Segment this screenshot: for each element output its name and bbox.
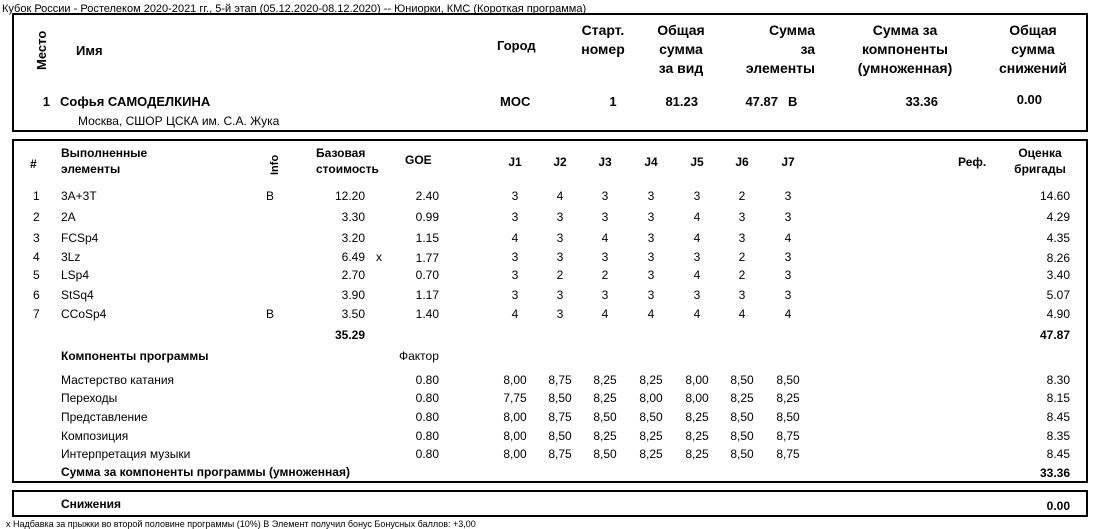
element-row-3-name: FCSp4 (61, 231, 99, 245)
skater-name: Софья САМОДЕЛКИНА (60, 94, 211, 109)
elements-score-label-line3: элементы (745, 60, 815, 76)
component-row-2-j5: 8,00 (685, 391, 709, 405)
deductions-total-label (993, 21, 1073, 78)
skater-start-number: 1 (609, 94, 617, 109)
element-row-3-j6: 3 (738, 231, 746, 245)
element-row-4-j1: 3 (511, 250, 519, 264)
component-row-5-j2: 8,75 (548, 447, 572, 461)
col-panel-header-line1: Оценка (1018, 146, 1062, 160)
element-row-3-j4: 3 (647, 231, 655, 245)
element-row-6-name: StSq4 (61, 288, 94, 302)
component-row-4-name: Композиция (61, 429, 129, 443)
component-row-2-j7: 8,25 (776, 391, 800, 405)
component-row-4-j7: 8,75 (776, 429, 800, 443)
judge-header-j7: J7 (781, 155, 795, 169)
col-base-header-line2: стоимость (316, 162, 379, 176)
element-row-6-score: 5.07 (1046, 288, 1070, 302)
element-row-1-j1: 3 (511, 189, 519, 203)
component-row-1-score: 8.30 (1046, 373, 1070, 387)
element-row-5-goe: 0.70 (415, 268, 439, 282)
judge-header-j3: J3 (598, 155, 612, 169)
deductions-total-label-line2: сумма (1011, 41, 1055, 57)
element-row-7-j4: 4 (647, 307, 655, 321)
element-row-4-mark: x (376, 250, 382, 264)
col-base-header-line1: Базовая (316, 146, 366, 160)
element-row-7-j5: 4 (693, 307, 701, 321)
element-row-1-j2: 4 (556, 189, 564, 203)
judge-header-j2: J2 (553, 155, 567, 169)
element-row-1-info: В (266, 189, 275, 203)
element-row-2-j6: 3 (738, 210, 746, 224)
col-elements-header-line1: Выполненные (61, 146, 148, 160)
element-row-1-j4: 3 (647, 189, 655, 203)
component-row-2-name: Переходы (61, 391, 118, 405)
component-row-4-factor: 0.80 (415, 429, 439, 443)
element-row-3-base: 3.20 (341, 231, 365, 245)
judge-header-j6: J6 (735, 155, 749, 169)
component-row-3-j4: 8,50 (639, 410, 663, 424)
element-row-4-base: 6.49 (341, 250, 365, 264)
component-row-2-j1: 7,75 (503, 391, 527, 405)
skater-rank: 1 (42, 94, 50, 109)
col-elements-header-line2: элементы (61, 162, 121, 176)
factor-header: Фактор (399, 349, 439, 363)
total-score-label-line1: Общая (657, 22, 705, 38)
component-row-1-j5: 8,00 (685, 373, 709, 387)
components-title: Компоненты программы (61, 349, 209, 363)
components-total-label: Сумма за компоненты программы (умноженная) (61, 465, 350, 479)
components-score-label-line1: Сумма за (872, 22, 938, 38)
start-number-label-line1: Старт. (581, 22, 625, 38)
component-row-3-factor: 0.80 (415, 410, 439, 424)
component-row-3-j6: 8,50 (730, 410, 754, 424)
element-row-7-info: В (266, 307, 275, 321)
component-row-3-j7: 8,50 (776, 410, 800, 424)
element-row-4-j7: 3 (784, 250, 792, 264)
component-row-5-j1: 8,00 (503, 447, 527, 461)
component-row-4-j3: 8,25 (593, 429, 617, 443)
deductions-box (12, 490, 1088, 517)
col-panel-header-line2: бригады (1014, 162, 1066, 176)
component-row-2-score: 8.15 (1046, 391, 1070, 405)
component-row-4-score: 8.35 (1046, 429, 1070, 443)
element-row-2-j3: 3 (601, 210, 609, 224)
element-row-7-j3: 4 (601, 307, 609, 321)
component-row-2-j4: 8,00 (639, 391, 663, 405)
component-row-4-j6: 8,50 (730, 429, 754, 443)
component-row-1-j7: 8,50 (776, 373, 800, 387)
element-row-4-name: 3Lz (61, 250, 81, 264)
component-row-2-j6: 8,25 (730, 391, 754, 405)
col-elements-header (61, 145, 147, 177)
element-row-5-name: LSp4 (61, 268, 90, 282)
component-row-3-score: 8.45 (1046, 410, 1070, 424)
col-num-header: # (30, 157, 37, 171)
element-row-3-j3: 4 (601, 231, 609, 245)
element-row-7-score: 4.90 (1046, 307, 1070, 321)
component-row-3-j1: 8,00 (503, 410, 527, 424)
component-row-5-j3: 8,50 (593, 447, 617, 461)
element-row-6-j6: 3 (738, 288, 746, 302)
element-row-5-num: 5 (33, 268, 40, 282)
element-row-3-j1: 4 (511, 231, 519, 245)
element-row-6-goe: 1.17 (415, 288, 439, 302)
skater-components-score: 33.36 (905, 94, 938, 109)
element-row-4-j6: 2 (738, 250, 746, 264)
element-row-2-num: 2 (33, 210, 40, 224)
col-ref-header: Реф. (958, 155, 987, 169)
element-row-3-j7: 4 (784, 231, 792, 245)
element-row-1-j3: 3 (601, 189, 609, 203)
elements-score-total: 47.87 (1039, 328, 1070, 342)
element-row-7-num: 7 (33, 307, 40, 321)
start-number-label (568, 21, 638, 59)
rank-label: Место (34, 30, 49, 70)
component-row-1-name: Мастерство катания (61, 373, 175, 387)
skater-total-score: 81.23 (665, 94, 698, 109)
elements-score-label (720, 21, 815, 78)
deductions-label: Снижения (61, 497, 121, 511)
total-score-label (642, 21, 720, 78)
element-row-1-goe: 2.40 (415, 189, 439, 203)
element-row-3-goe: 1.15 (415, 231, 439, 245)
component-row-3-j5: 8,25 (685, 410, 709, 424)
components-score-label (845, 21, 965, 78)
component-row-5-j6: 8,50 (730, 447, 754, 461)
element-row-4-j2: 3 (556, 250, 564, 264)
elements-score-label-line1: Сумма (768, 22, 815, 38)
component-row-4-j1: 8,00 (503, 429, 527, 443)
component-row-4-j2: 8,50 (548, 429, 572, 443)
skater-city: МОС (500, 94, 531, 109)
element-row-6-j7: 3 (784, 288, 792, 302)
element-row-5-base: 2.70 (341, 268, 365, 282)
element-row-5-j1: 3 (511, 268, 519, 282)
component-row-2-j2: 8,50 (548, 391, 572, 405)
element-row-6-j4: 3 (647, 288, 655, 302)
element-row-1-name: 3A+3T (61, 189, 97, 203)
component-row-2-factor: 0.80 (415, 391, 439, 405)
component-row-4-j4: 8,25 (639, 429, 663, 443)
element-row-1-j6: 2 (738, 189, 746, 203)
components-total-value: 33.36 (1039, 466, 1070, 480)
element-row-6-num: 6 (33, 288, 40, 302)
col-goe-header: GOE (405, 153, 432, 167)
component-row-3-j2: 8,75 (548, 410, 572, 424)
judge-header-j5: J5 (690, 155, 704, 169)
element-row-7-goe: 1.40 (415, 307, 439, 321)
component-row-4-j5: 8,25 (685, 429, 709, 443)
component-row-1-j3: 8,25 (593, 373, 617, 387)
element-row-6-base: 3.90 (341, 288, 365, 302)
col-info-header: Info (269, 154, 281, 175)
element-row-2-j7: 3 (784, 210, 792, 224)
component-row-5-factor: 0.80 (415, 447, 439, 461)
element-row-5-j7: 3 (784, 268, 792, 282)
component-row-5-name: Интерпретация музыки (61, 447, 191, 461)
element-row-6-j5: 3 (693, 288, 701, 302)
element-row-4-goe: 1.77 (415, 251, 439, 265)
total-score-label-line3: за вид (658, 60, 704, 76)
deductions-total-label-line3: снижений (998, 60, 1068, 76)
element-row-5-j2: 2 (556, 268, 564, 282)
judge-header-j1: J1 (508, 155, 522, 169)
element-row-1-base: 12.20 (334, 189, 365, 203)
element-row-7-j2: 3 (556, 307, 564, 321)
component-row-3-j3: 8,50 (593, 410, 617, 424)
component-row-3-name: Представление (61, 410, 148, 424)
element-row-3-j2: 3 (556, 231, 564, 245)
element-row-3-num: 3 (33, 231, 40, 245)
event-title: Кубок России - Ростелеком 2020-2021 гг., 5-й этап (05.12.2020-08.12.2020) -- Юниорки, КМС (Короткая программа) (2, 3, 587, 15)
element-row-5-j6: 2 (738, 268, 746, 282)
element-row-1-j5: 3 (693, 189, 701, 203)
judge-header-j4: J4 (644, 155, 658, 169)
element-row-6-j3: 3 (601, 288, 609, 302)
element-row-2-j5: 4 (693, 210, 701, 224)
element-row-5-j3: 2 (601, 268, 609, 282)
skater-club: Москва, СШОР ЦСКА им. С.А. Жука (78, 114, 280, 128)
element-row-4-j4: 3 (647, 250, 655, 264)
element-row-7-base: 3.50 (341, 307, 365, 321)
components-score-label-line2: компоненты (861, 41, 949, 57)
total-score-label-line2: сумма (659, 41, 703, 57)
component-row-1-j4: 8,25 (639, 373, 663, 387)
component-row-5-j5: 8,25 (685, 447, 709, 461)
skater-elements-flag: В (788, 94, 798, 109)
col-base-header (316, 145, 379, 177)
component-row-5-score: 8.45 (1046, 447, 1070, 461)
skater-elements-score: 47.87 (745, 94, 778, 109)
element-row-3-score: 4.35 (1046, 231, 1070, 245)
element-row-2-j1: 3 (511, 210, 519, 224)
col-panel-header (1005, 145, 1075, 177)
component-row-1-factor: 0.80 (415, 373, 439, 387)
skater-deductions: 0.00 (1016, 92, 1042, 107)
elements-score-label-line2: за (800, 41, 815, 57)
deductions-value: 0.00 (1046, 499, 1070, 513)
element-row-7-j6: 4 (738, 307, 746, 321)
element-row-5-j4: 3 (647, 268, 655, 282)
element-row-2-j4: 3 (647, 210, 655, 224)
element-row-4-j3: 3 (601, 250, 609, 264)
component-row-5-j4: 8,25 (639, 447, 663, 461)
component-row-2-j3: 8,25 (593, 391, 617, 405)
component-row-5-j7: 8,75 (776, 447, 800, 461)
deductions-total-label-line1: Общая (1009, 22, 1057, 38)
city-label: Город (497, 38, 536, 53)
element-row-4-score: 8.26 (1046, 251, 1070, 265)
element-row-2-score: 4.29 (1046, 210, 1070, 224)
component-row-1-j1: 8,00 (503, 373, 527, 387)
element-row-7-name: CCoSp4 (61, 307, 107, 321)
start-number-label-line2: номер (581, 41, 625, 57)
element-row-4-j5: 3 (693, 250, 701, 264)
element-row-7-j7: 4 (784, 307, 792, 321)
element-row-6-j1: 3 (511, 288, 519, 302)
element-row-2-j2: 3 (556, 210, 564, 224)
element-row-2-base: 3.30 (341, 210, 365, 224)
element-row-5-j5: 4 (693, 268, 701, 282)
component-row-1-j6: 8,50 (730, 373, 754, 387)
base-value-total: 35.29 (334, 328, 365, 342)
name-label: Имя (76, 43, 103, 58)
component-row-1-j2: 8,75 (548, 373, 572, 387)
footnote: x Надбавка за прыжки во второй половине программы (10%) В Элемент получил бонус Бонусных баллов: +3,00 (6, 519, 476, 529)
element-row-5-score: 3.40 (1046, 268, 1070, 282)
element-row-1-score: 14.60 (1039, 189, 1070, 203)
element-row-4-num: 4 (33, 250, 40, 264)
element-row-2-name: 2A (61, 210, 76, 224)
element-row-1-num: 1 (33, 189, 40, 203)
components-score-label-line3: (умноженная) (857, 60, 953, 76)
element-row-6-j2: 3 (556, 288, 564, 302)
element-row-7-j1: 4 (511, 307, 519, 321)
element-row-3-j5: 4 (693, 231, 701, 245)
element-row-2-goe: 0.99 (415, 210, 439, 224)
element-row-1-j7: 3 (784, 189, 792, 203)
